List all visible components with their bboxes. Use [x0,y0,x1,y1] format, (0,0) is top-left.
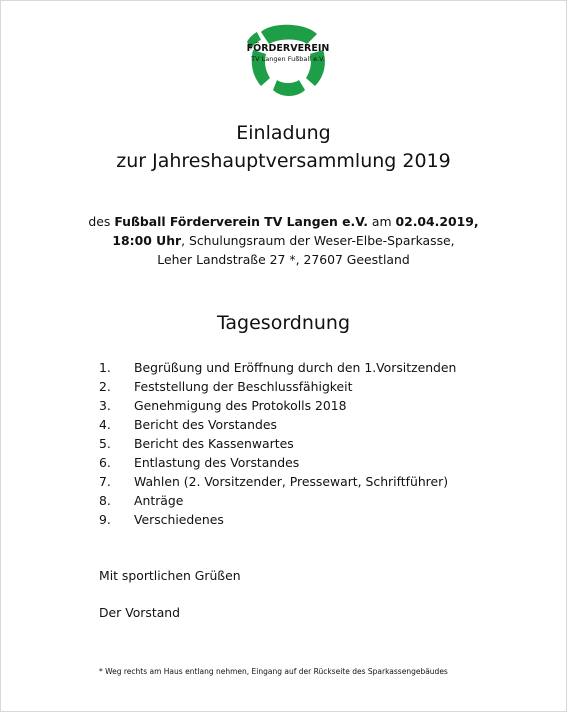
list-item [99,358,456,377]
agenda-number: 6. [99,455,111,470]
list-item [99,396,456,415]
agenda-text: Entlastung des Vorstandes [134,455,300,470]
agenda-text: Anträge [134,493,184,508]
club-name: Fußball Förderverein TV Langen e.V. [114,214,368,229]
meeting-time: 18:00 Uhr [112,233,182,248]
agenda-number: 9. [99,512,111,527]
agenda-number: 7. [99,474,111,489]
meeting-address: Leher Landstraße 27 *, 27607 Geestland [157,252,410,267]
list-item [99,453,456,472]
agenda-list [99,358,456,529]
closing-greeting: Mit sportlichen Grüßen [99,568,241,583]
agenda-number: 3. [99,398,111,413]
agenda-number: 2. [99,379,111,394]
agenda-title: Tagesordnung [216,312,351,334]
agenda-text: Feststellung der Beschlussfähigkeit [134,379,353,394]
meeting-details [60,212,507,269]
agenda-text: Bericht des Kassenwartes [134,436,294,451]
document-title: Einladung [236,122,331,144]
agenda-number: 5. [99,436,111,451]
list-item [99,491,456,510]
document-subtitle: zur Jahreshauptversammlung 2019 [116,150,451,172]
meeting-date: 02.04.2019, [395,214,479,229]
club-logo [243,20,333,102]
list-item [99,472,456,491]
footnote: * Weg rechts am Haus entlang nehmen, Eingang auf der Rückseite des Sparkassengebäudes [99,667,448,676]
list-item [99,434,456,453]
intro-prefix: des [88,214,115,229]
agenda-text: Verschiedenes [134,512,224,527]
agenda-number: 1. [99,360,111,375]
meeting-location: , Schulungsraum der Weser-Elbe-Sparkasse, [181,233,455,248]
logo-line-1: FÖRDERVEREIN [246,43,330,54]
agenda-number: 8. [99,493,111,508]
signature: Der Vorstand [99,605,181,620]
list-item [99,377,456,396]
date-prefix: am [367,214,396,229]
list-item [99,510,456,529]
logo-line-2: TV Langen Fußball e.V. [251,55,325,63]
agenda-text: Genehmigung des Protokolls 2018 [134,398,347,413]
agenda-number: 4. [99,417,111,432]
list-item [99,415,456,434]
agenda-text: Wahlen (2. Vorsitzender, Pressewart, Schriftführer) [134,474,449,489]
agenda-text: Begrüßung und Eröffnung durch den 1.Vorsitzenden [134,360,457,375]
agenda-text: Bericht des Vorstandes [134,417,277,432]
